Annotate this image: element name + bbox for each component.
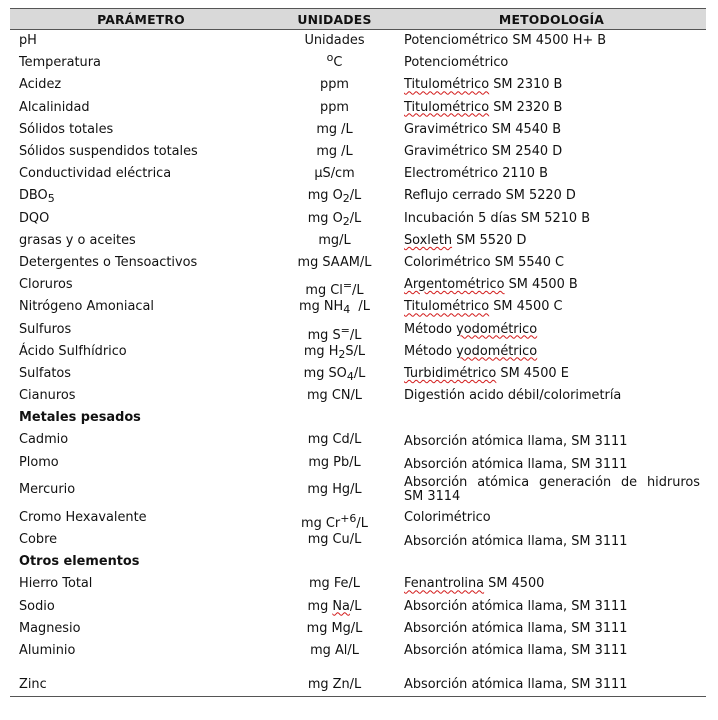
table-row bbox=[10, 529, 706, 551]
unit-cell: Unidades bbox=[304, 33, 365, 49]
unit-post: /L bbox=[349, 598, 362, 614]
table-row bbox=[10, 573, 706, 595]
spellcheck-word: yodométrico bbox=[456, 343, 538, 359]
unit-pre: mg S bbox=[307, 327, 341, 343]
unit-cell bbox=[272, 296, 397, 318]
table-row bbox=[10, 341, 706, 363]
spellcheck-word: Na bbox=[332, 598, 350, 614]
empty-cell bbox=[397, 407, 706, 429]
method-pre: Método bbox=[404, 321, 457, 337]
unit-cell bbox=[272, 318, 397, 343]
table-row bbox=[10, 640, 706, 662]
unit-cell: mg/L bbox=[318, 232, 351, 248]
empty-cell bbox=[272, 551, 397, 573]
method-cell bbox=[397, 296, 706, 318]
method-text: Absorción atómica llama, SM 3111 bbox=[404, 534, 628, 550]
method-cell: Colorimétrico bbox=[404, 509, 491, 525]
unit-subscript: 4 bbox=[343, 303, 351, 317]
unit-cell: mg Pb/L bbox=[308, 454, 361, 470]
param-cell: Sulfatos bbox=[19, 365, 72, 381]
spellcheck-word: Titulométrico bbox=[404, 77, 490, 93]
table-body bbox=[10, 30, 706, 697]
unit-subscript: 2 bbox=[338, 347, 346, 361]
param-base: DBO bbox=[19, 188, 48, 204]
unit-superscript: = bbox=[340, 323, 350, 337]
section-heading: Otros elementos bbox=[19, 554, 140, 570]
param-cell: Detergentes o Tensoactivos bbox=[19, 254, 198, 270]
param-cell bbox=[10, 185, 272, 207]
param-cell: Zinc bbox=[10, 662, 272, 697]
spellcheck-word: Titulométrico bbox=[404, 299, 490, 315]
method-rest: SM 4500 B bbox=[504, 277, 578, 293]
parameters-table-container bbox=[10, 8, 706, 697]
table-row bbox=[10, 141, 706, 163]
empty-cell bbox=[397, 551, 706, 573]
spellcheck-word: Argentométrico bbox=[404, 277, 505, 293]
unit-cell: mg SAAM/L bbox=[297, 254, 372, 270]
unit-cell bbox=[272, 274, 397, 299]
unit-post: S/L bbox=[345, 343, 366, 359]
param-cell: Sodio bbox=[19, 598, 55, 614]
method-cell: Electrométrico 2110 B bbox=[404, 166, 548, 182]
table-row bbox=[10, 185, 706, 207]
table-row bbox=[10, 507, 706, 529]
param-cell: Ácido Sulfhídrico bbox=[19, 343, 127, 359]
method-rest: SM 5520 D bbox=[452, 232, 527, 248]
param-cell: Sólidos totales bbox=[19, 121, 114, 137]
param-subscript: 5 bbox=[47, 192, 55, 206]
param-cell: Sulfuros bbox=[19, 321, 72, 337]
unit-post: /L bbox=[356, 515, 368, 531]
param-cell: Acidez bbox=[19, 77, 62, 93]
section-row bbox=[10, 551, 706, 573]
header-parametro: PARÁMETRO bbox=[10, 9, 272, 30]
param-cell: Aluminio bbox=[19, 642, 76, 658]
unit-pre: mg Cr bbox=[301, 515, 341, 531]
method-cell: Gravimétrico SM 2540 D bbox=[404, 144, 563, 160]
parameters-table bbox=[10, 8, 706, 697]
table-row bbox=[10, 119, 706, 141]
param-cell: Cromo Hexavalente bbox=[19, 509, 147, 525]
unit-cell: mg CN/L bbox=[306, 388, 362, 404]
unit-cell: mg Hg/L bbox=[307, 482, 362, 498]
unit-cell: mg Fe/L bbox=[308, 576, 360, 592]
param-cell: Cobre bbox=[19, 532, 58, 548]
method-cell bbox=[397, 318, 706, 340]
method-cell: Digestión acido débil/colorimetría bbox=[404, 388, 622, 404]
table-header bbox=[10, 9, 706, 30]
unit-cell: mg Cd/L bbox=[307, 432, 362, 448]
method-cell bbox=[397, 573, 706, 595]
param-cell: Hierro Total bbox=[19, 576, 93, 592]
param-cell: Nitrógeno Amoniacal bbox=[19, 299, 154, 315]
spellcheck-word: Titulométrico bbox=[404, 99, 490, 115]
unit-post: /L bbox=[350, 299, 370, 315]
table-row bbox=[10, 618, 706, 640]
unit-post: /L bbox=[349, 210, 362, 226]
unit-pre: mg bbox=[307, 598, 333, 614]
unit-superscript: +6 bbox=[340, 511, 357, 525]
table-row bbox=[10, 208, 706, 230]
spellcheck-word: Fenantrolina bbox=[404, 576, 485, 592]
spellcheck-word: Soxleth bbox=[404, 232, 453, 248]
spellcheck-word: yodométrico bbox=[456, 321, 538, 337]
unit-cell bbox=[272, 185, 397, 207]
method-cell: Potenciométrico SM 4500 H+ B bbox=[404, 33, 607, 49]
table-row bbox=[10, 74, 706, 96]
table-row bbox=[10, 662, 706, 697]
method-cell: Potenciométrico bbox=[404, 55, 509, 71]
method-rest: SM 4500 bbox=[484, 576, 545, 592]
unit-pre: mg O bbox=[307, 210, 343, 226]
table-row bbox=[10, 429, 706, 451]
param-cell: Mercurio bbox=[19, 482, 76, 498]
method-rest: SM 2320 B bbox=[489, 99, 563, 115]
table-row bbox=[10, 252, 706, 274]
method-cell bbox=[397, 529, 706, 551]
table-row bbox=[10, 474, 706, 507]
unit-cell bbox=[272, 52, 397, 74]
method-cell bbox=[397, 274, 706, 296]
method-cell: Absorción atómica llama, SM 3111 bbox=[404, 642, 628, 658]
unit-subscript: 2 bbox=[342, 214, 350, 228]
table-row bbox=[10, 274, 706, 296]
unit-cell bbox=[272, 341, 397, 363]
header-metodologia: METODOLOGÍA bbox=[397, 9, 706, 30]
method-cell bbox=[397, 429, 706, 451]
method-cell: Absorción atómica llama, SM 3111 bbox=[404, 598, 628, 614]
unit-superscript: = bbox=[342, 279, 353, 293]
param-cell: Sólidos suspendidos totales bbox=[19, 144, 198, 160]
section-row bbox=[10, 407, 706, 429]
table-row bbox=[10, 30, 706, 53]
unit-pre: mg NH bbox=[299, 299, 344, 315]
method-cell: Absorción atómica llama, SM 3111 bbox=[397, 662, 706, 697]
method-cell: Gravimétrico SM 4540 B bbox=[404, 121, 562, 137]
section-heading: Metales pesados bbox=[19, 410, 141, 426]
table-row bbox=[10, 596, 706, 618]
method-cell: Colorimétrico SM 5540 C bbox=[404, 254, 565, 270]
unit-post: /L bbox=[352, 283, 364, 299]
unit-cell: ppm bbox=[320, 99, 349, 115]
header-unidades: UNIDADES bbox=[272, 9, 397, 30]
method-cell: Absorción atómica generación de hidruros SM 3114 bbox=[404, 475, 700, 505]
unit-pre: mg SO bbox=[303, 365, 347, 381]
unit-formula bbox=[305, 279, 364, 299]
method-pre: Método bbox=[404, 343, 457, 359]
param-cell: Cloruros bbox=[19, 277, 73, 293]
spellcheck-word: Turbidimétrico bbox=[404, 365, 497, 381]
param-cell: pH bbox=[19, 33, 37, 49]
table-row bbox=[10, 163, 706, 185]
method-rest: SM 4500 E bbox=[496, 365, 569, 381]
param-cell: Plomo bbox=[19, 454, 59, 470]
param-cell: Magnesio bbox=[19, 620, 81, 636]
unit-cell: ppm bbox=[320, 77, 349, 93]
unit-cell: mg Al/L bbox=[310, 642, 359, 658]
method-text: Absorción atómica llama, SM 3111 bbox=[404, 434, 628, 450]
unit-pre: mg Cl bbox=[305, 283, 343, 299]
unit-cell bbox=[272, 507, 397, 529]
param-cell: Cadmio bbox=[19, 432, 69, 448]
unit-pre: mg H bbox=[303, 343, 339, 359]
method-cell bbox=[397, 363, 706, 385]
unit-cell bbox=[272, 208, 397, 230]
unit-cell bbox=[272, 596, 397, 618]
method-cell bbox=[397, 452, 706, 474]
method-cell: Reflujo cerrado SM 5220 D bbox=[404, 188, 576, 204]
param-cell: Alcalinidad bbox=[19, 99, 90, 115]
unit-cell: mg Cu/L bbox=[307, 532, 362, 548]
header-row bbox=[10, 9, 706, 30]
param-cell: Temperatura bbox=[19, 55, 101, 71]
method-cell bbox=[397, 97, 706, 119]
param-cell: DQO bbox=[19, 210, 50, 226]
unit-cell: mg /L bbox=[316, 144, 353, 160]
table-row bbox=[10, 296, 706, 318]
table-row bbox=[10, 452, 706, 474]
method-cell bbox=[397, 230, 706, 252]
method-rest: SM 2310 B bbox=[489, 77, 563, 93]
method-cell: Absorción atómica llama, SM 3111 bbox=[404, 620, 628, 636]
unit-base: C bbox=[333, 55, 343, 71]
unit-cell: mg Zn/L bbox=[272, 662, 397, 697]
method-cell: Incubación 5 días SM 5210 B bbox=[404, 210, 591, 226]
table-row bbox=[10, 52, 706, 74]
unit-cell bbox=[272, 363, 397, 385]
unit-subscript: 4 bbox=[346, 369, 354, 383]
unit-post: /L bbox=[349, 188, 362, 204]
unit-subscript: 2 bbox=[342, 192, 350, 206]
param-cell: Conductividad eléctrica bbox=[19, 166, 172, 182]
unit-superscript: o bbox=[326, 51, 334, 65]
param-cell: grasas y o aceites bbox=[19, 232, 136, 248]
empty-cell bbox=[272, 407, 397, 429]
table-row bbox=[10, 385, 706, 407]
table-row bbox=[10, 363, 706, 385]
unit-cell: µS/cm bbox=[314, 166, 355, 182]
method-rest: SM 4500 C bbox=[489, 299, 563, 315]
table-row bbox=[10, 230, 706, 252]
method-text: Absorción atómica llama, SM 3111 bbox=[404, 456, 628, 472]
unit-formula bbox=[301, 511, 368, 531]
unit-pre: mg O bbox=[307, 188, 343, 204]
unit-cell: mg Mg/L bbox=[306, 620, 363, 636]
unit-post: /L bbox=[349, 327, 362, 343]
table-row bbox=[10, 318, 706, 340]
method-cell bbox=[397, 341, 706, 363]
unit-post: /L bbox=[353, 365, 366, 381]
method-cell bbox=[397, 74, 706, 96]
unit-cell: mg /L bbox=[316, 121, 353, 137]
param-cell: Cianuros bbox=[19, 388, 76, 404]
table-row bbox=[10, 97, 706, 119]
unit-formula bbox=[307, 323, 362, 343]
